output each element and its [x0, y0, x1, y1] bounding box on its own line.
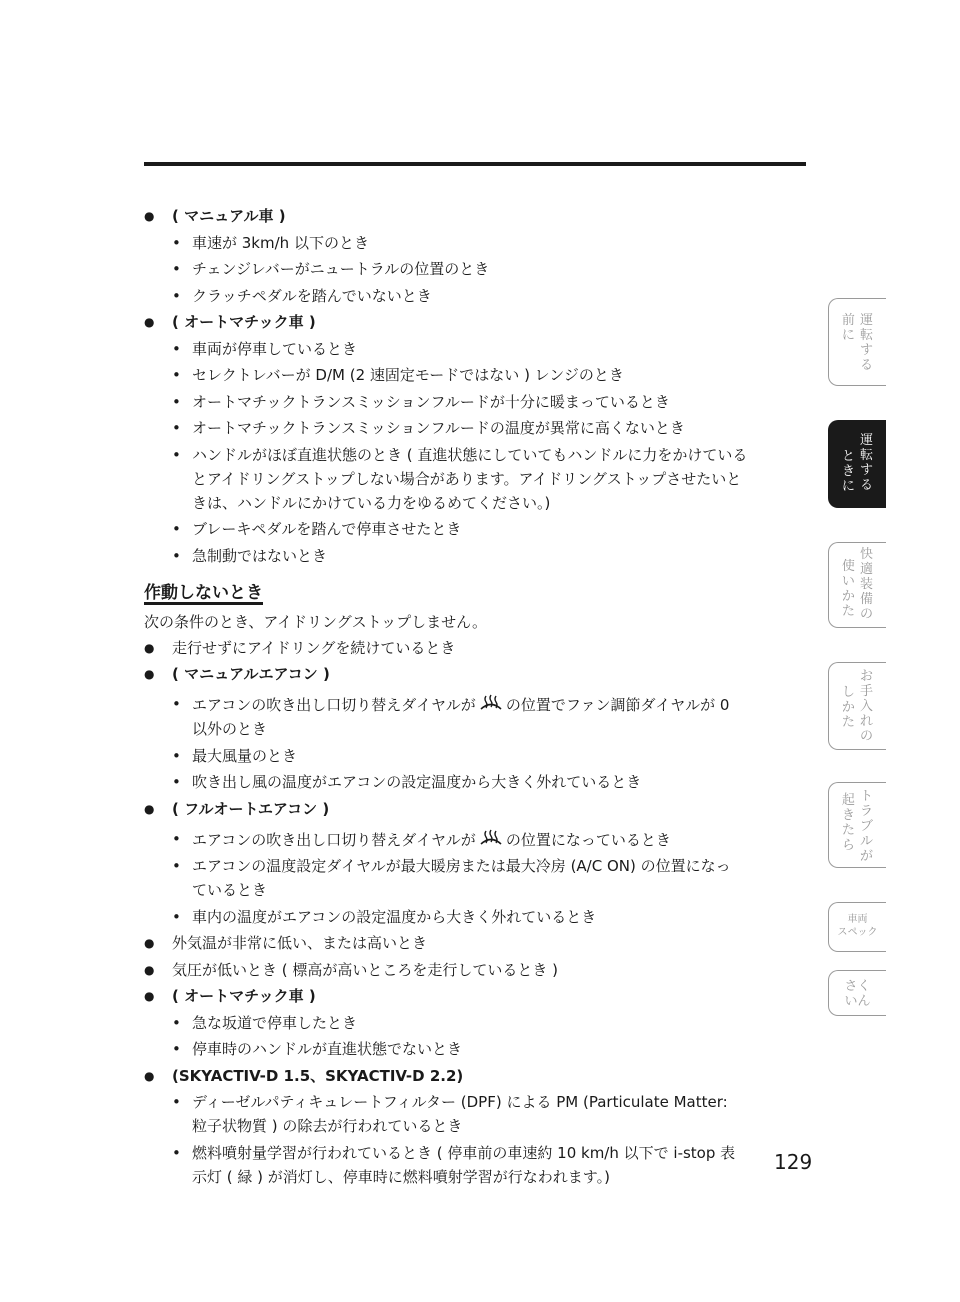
tab-text-col: 起きたら [841, 793, 855, 853]
list-item-continuation: きは、ハンドルにかけている力をゆるめてください。) [192, 493, 551, 512]
sub-list-item: • 車内の温度がエアコンの設定温度から大きく外れているとき [144, 906, 806, 928]
list-item: ● ( フルオートエアコン ) [144, 798, 806, 820]
tab-text-col: トラブルが [860, 789, 874, 864]
sub-list-item: • ハンドルがほぼ直進状態のとき ( 直進状態にしていてもハンドルに力をかけている [144, 444, 806, 466]
tab-text-col: お手入れの [860, 669, 874, 744]
sub-list-item: • ディーゼルパティキュレートフィルター (DPF) による PM (Particulate Matter: [144, 1091, 806, 1113]
tab-text-col: 運転する [860, 313, 874, 373]
list-item: ● ( マニュアル車 ) [144, 205, 806, 227]
sub-list-item [144, 693, 806, 716]
tab-while-driving[interactable] [828, 420, 886, 508]
sub-list-item: • 停車時のハンドルが直進状態でないとき [144, 1038, 806, 1060]
list-item: ● 気圧が低いとき ( 標高が高いところを走行しているとき ) [144, 959, 806, 981]
list-item: ● ( オートマチック車 ) [144, 311, 806, 333]
sub-list-item: • エアコンの温度設定ダイヤルが最大暖房または最大冷房 (A/C ON) の位置になっ [144, 855, 806, 877]
sub-list-item: • 吹き出し風の温度がエアコンの設定温度から大きく外れているとき [144, 771, 806, 793]
list-item: ● 外気温が非常に低い、または高いとき [144, 932, 806, 954]
tab-before-driving[interactable] [828, 298, 886, 386]
section-heading: 作動しないとき [144, 582, 263, 603]
sub-list-item: • 最大風量のとき [144, 745, 806, 767]
list-item-continuation: 示灯 ( 緑 ) が消灯し、停車時に燃料噴射学習が行なわれます。) [192, 1167, 610, 1186]
sub-list-item: • 燃料噴射量学習が行われているとき ( 停車前の車速約 10 km/h 以下で i-stop 表 [144, 1142, 806, 1164]
tab-index[interactable] [828, 970, 886, 1016]
tab-text-row: 車両 [847, 914, 868, 925]
sub-list-item: • 車両が停車しているとき [144, 338, 806, 360]
tab-text-col: ときに [841, 449, 855, 494]
list-item-continuation: 粒子状物質 ) の除去が行われているとき [192, 1117, 463, 1135]
sub-list-item: • セレクトレバーが D/M (2 速固定モードではない ) レンジのとき [144, 364, 806, 386]
list-item: ● 走行せずにアイドリングを続けているとき [144, 637, 806, 659]
sub-list-item: • 車速が 3km/h 以下のとき [144, 232, 806, 254]
top-rule [144, 162, 806, 166]
sub-list-item: • オートマチックトランスミッションフルードが十分に暖まっているとき [144, 391, 806, 413]
sub-list-item: • 急制動ではないとき [144, 545, 806, 567]
tab-text-row: いん [844, 994, 871, 1009]
sub-list-item: • ブレーキペダルを踏んで停車させたとき [144, 518, 806, 540]
conditions-list [144, 205, 806, 567]
tab-text-col: 運転する [860, 433, 874, 493]
defrost-icon [478, 828, 504, 848]
tab-text-col: 前に [841, 313, 855, 343]
tab-text-col: 快適装備の [860, 547, 874, 622]
list-item: ● ( マニュアルエアコン ) [144, 663, 806, 685]
sub-list-item: • 急な坂道で停車したとき [144, 1012, 806, 1034]
page-number: 129 [774, 1150, 813, 1174]
tab-maintenance[interactable] [828, 662, 886, 750]
section-intro: 次の条件のとき、アイドリングストップしません。 [144, 612, 488, 631]
sub-list-item-text: の位置でファン調節ダイヤルが 0 [505, 696, 730, 714]
tab-text-col: しかた [841, 685, 855, 730]
list-item: ● (SKYACTIV-D 1.5、SKYACTIV-D 2.2) [144, 1065, 806, 1087]
sub-list-item: • クラッチペダルを踏んでいないとき [144, 285, 806, 307]
tab-text-col: 使いかた [841, 559, 855, 619]
sub-list-item: • オートマチックトランスミッションフルードの温度が異常に高くないとき [144, 417, 806, 439]
tab-text-row: スペック [837, 927, 878, 938]
tab-text-row: さく [844, 979, 871, 994]
sub-list-item: • チェンジレバーがニュートラルの位置のとき [144, 258, 806, 280]
list-item-continuation: ているとき [192, 881, 268, 899]
tab-troubleshooting[interactable] [828, 782, 886, 868]
sub-list-item-text: エアコンの吹き出し口切り替えダイヤルが [192, 830, 476, 849]
list-item: ● ( オートマチック車 ) [144, 985, 806, 1007]
non-operation-list [144, 637, 806, 1188]
list-item-continuation: とアイドリングストップしない場合があります。アイドリングストップさせたいと [192, 469, 742, 488]
sub-list-item-text: の位置になっているとき [505, 830, 671, 849]
defrost-icon [478, 693, 504, 713]
tab-comfort-features[interactable] [828, 542, 886, 628]
sub-list-item [144, 828, 806, 851]
list-item-continuation: 以外のとき [192, 720, 268, 738]
content [144, 205, 806, 1188]
sub-list-item-text: エアコンの吹き出し口切り替えダイヤルが [192, 696, 476, 714]
tab-vehicle-specs[interactable] [828, 902, 886, 952]
